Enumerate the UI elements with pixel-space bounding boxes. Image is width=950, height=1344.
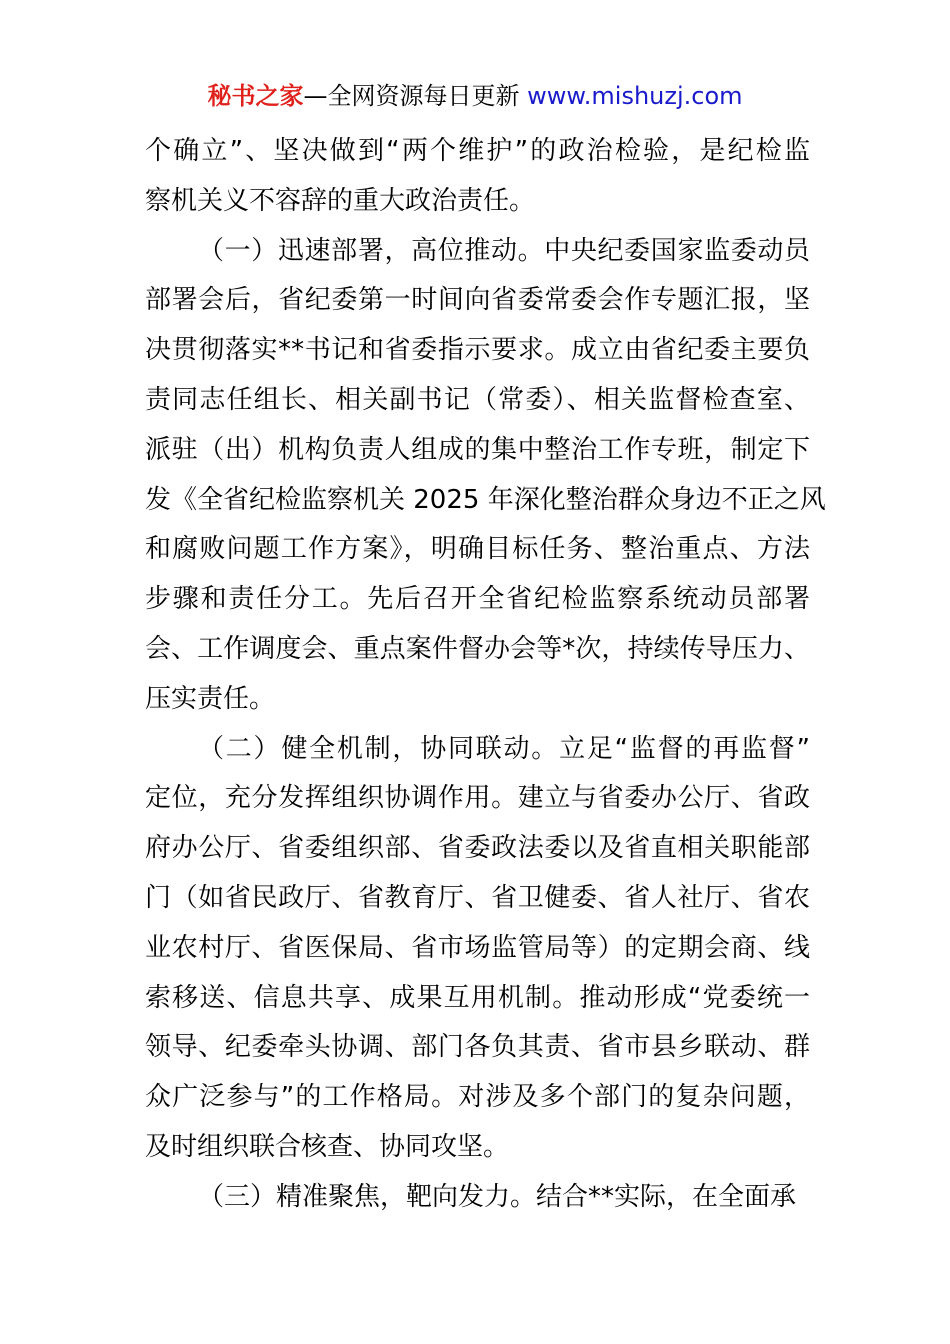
text-line: 索移送、信息共享、成果互用机制。推动形成“党委统一: [145, 982, 810, 1013]
text-line: 定位，充分发挥组织协调作用。建立与省委办公厅、省政: [145, 783, 810, 814]
text-line: 决贯彻落实**书记和省委指示要求。成立由省纪委主要负: [145, 335, 810, 366]
text-line: 压实责任。: [145, 683, 276, 714]
site-url-link[interactable]: www.mishuzj.com: [527, 82, 743, 110]
page-header: [0, 78, 950, 114]
text-line: 及时组织联合核查、协同攻坚。: [145, 1131, 510, 1162]
text-line: 众广泛参与”的工作格局。对涉及多个部门的复杂问题，: [145, 1082, 810, 1113]
section-heading-line: （一）迅速部署，高位推动。中央纪委国家监委动员: [198, 235, 810, 266]
section-heading-line: （三）精准聚焦，靶向发力。结合**实际，在全面承: [198, 1181, 797, 1212]
text-line: 责同志任组长、相关副书记（常委）、相关监督检查室、: [145, 384, 810, 415]
text-line: 发《全省纪检监察机关 2025 年深化整治群众身边不正之风: [145, 484, 826, 515]
text-line: 派驻（出）机构负责人组成的集中整治工作专班，制定下: [145, 434, 810, 465]
text-line: 门（如省民政厅、省教育厅、省卫健委、省人社厅、省农: [145, 882, 810, 913]
section-heading-line: （二）健全机制，协同联动。立足“监督的再监督”: [198, 733, 810, 764]
text-line: 和腐败问题工作方案》，明确目标任务、整治重点、方法: [145, 534, 810, 565]
site-tagline: —全网资源每日更新: [303, 82, 520, 110]
text-line: 府办公厅、省委组织部、省委政法委以及省直相关职能部: [145, 833, 810, 864]
text-line: 察机关义不容辞的重大政治责任。: [145, 185, 536, 216]
site-brand: 秘书之家: [207, 82, 304, 110]
text-line: 会、工作调度会、重点案件督办会等*次，持续传导压力、: [145, 633, 810, 664]
text-line: 领导、纪委牵头协调、部门各负其责、省市县乡联动、群: [145, 1032, 810, 1063]
text-line: 个确立”、坚决做到“两个维护”的政治检验，是纪检监: [145, 136, 810, 166]
text-line: 步骤和责任分工。先后召开全省纪检监察系统动员部署: [145, 584, 810, 615]
text-line: 部署会后，省纪委第一时间向省委常委会作专题汇报，坚: [145, 285, 810, 316]
document-body: [145, 127, 826, 1223]
text-line: 业农村厅、省医保局、省市场监管局等）的定期会商、线: [145, 932, 810, 963]
